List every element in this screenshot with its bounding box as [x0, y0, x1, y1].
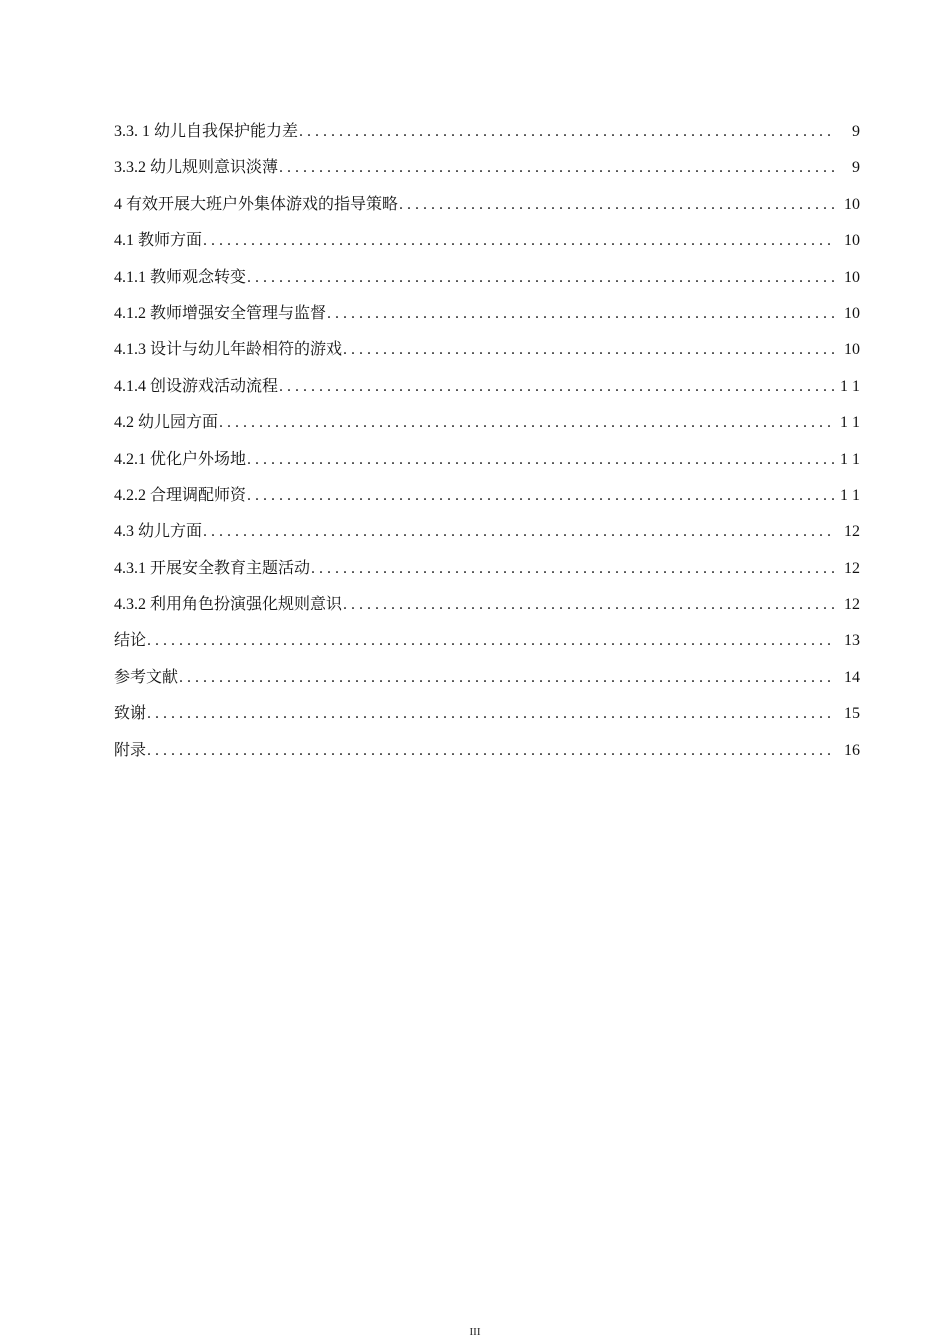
toc-entry-title: 4.2.2 合理调配师资 [114, 486, 247, 504]
toc-entry-page: 10 [844, 268, 860, 286]
page-number-footer: III [469, 1326, 481, 1338]
toc-entry-title: 4.2.1 优化户外场地 [114, 450, 247, 468]
toc-entry-page: 10 [844, 195, 860, 213]
toc-entry-page: 10 [844, 341, 860, 359]
toc-entry[interactable] [114, 336, 860, 372]
toc-dot-leader [147, 627, 836, 655]
toc-entry-page: 1 1 [840, 414, 860, 432]
toc-entry-page: 15 [844, 705, 860, 723]
toc-entry[interactable] [114, 664, 860, 700]
toc-entry-title: 附录 [114, 741, 147, 759]
toc-dot-leader [147, 737, 836, 765]
toc-entry-title: 参考文献 [114, 668, 179, 686]
toc-entry-page: 12 [844, 596, 860, 614]
toc-dot-leader [299, 118, 836, 146]
toc-entry[interactable] [114, 409, 860, 445]
table-of-contents [114, 118, 860, 773]
toc-entry-title: 4.1.1 教师观念转变 [114, 268, 247, 286]
toc-entry[interactable] [114, 191, 860, 227]
toc-entry-page: 1 1 [840, 450, 860, 468]
toc-entry[interactable] [114, 154, 860, 190]
toc-entry[interactable] [114, 482, 860, 518]
toc-entry-title: 3.3. 1 幼儿自我保护能力差 [114, 123, 299, 140]
toc-entry-page: 13 [844, 632, 860, 650]
toc-entry-page: 9 [852, 123, 860, 140]
toc-dot-leader [247, 446, 834, 474]
toc-dot-leader [203, 227, 836, 255]
toc-entry-page: 1 1 [840, 377, 860, 395]
toc-entry-title: 3.3.2 幼儿规则意识淡薄 [114, 159, 279, 177]
toc-entry[interactable] [114, 227, 860, 263]
toc-entry-title: 4.2 幼儿园方面 [114, 414, 219, 432]
toc-dot-leader [247, 264, 836, 292]
toc-entry-page: 9 [852, 159, 860, 177]
toc-entry[interactable] [114, 518, 860, 554]
toc-dot-leader [311, 555, 836, 583]
toc-entry[interactable] [114, 264, 860, 300]
toc-entry-title: 4.3 幼儿方面 [114, 523, 203, 541]
toc-entry-title: 4.1 教师方面 [114, 232, 203, 250]
toc-entry-page: 14 [844, 668, 860, 686]
toc-dot-leader [179, 664, 836, 692]
toc-entry-page: 12 [844, 559, 860, 577]
toc-entry[interactable] [114, 373, 860, 409]
toc-entry[interactable] [114, 555, 860, 591]
toc-dot-leader [327, 300, 836, 328]
toc-entry-title: 结论 [114, 632, 147, 650]
toc-entry-page: 10 [844, 232, 860, 250]
toc-dot-leader [279, 373, 834, 401]
toc-entry-title: 致谢 [114, 705, 147, 723]
toc-entry-title: 4.1.3 设计与幼儿年龄相符的游戏 [114, 341, 343, 359]
toc-entry[interactable] [114, 591, 860, 627]
toc-dot-leader [343, 591, 836, 619]
toc-dot-leader [399, 191, 836, 219]
toc-entry[interactable] [114, 700, 860, 736]
toc-entry-title: 4.3.2 利用角色扮演强化规则意识 [114, 596, 343, 614]
toc-entry-page: 12 [844, 523, 860, 541]
toc-entry-page: 16 [844, 741, 860, 759]
toc-entry-page: 10 [844, 304, 860, 322]
toc-dot-leader [219, 409, 834, 437]
toc-entry[interactable] [114, 300, 860, 336]
toc-entry[interactable] [114, 627, 860, 663]
toc-dot-leader [279, 154, 836, 182]
toc-entry-title: 4 有效开展大班户外集体游戏的指导策略 [114, 195, 399, 213]
toc-entry-title: 4.3.1 开展安全教育主题活动 [114, 559, 311, 577]
toc-entry-title: 4.1.2 教师增强安全管理与监督 [114, 304, 327, 322]
toc-entry[interactable] [114, 446, 860, 482]
toc-entry[interactable] [114, 118, 860, 154]
toc-dot-leader [247, 482, 834, 510]
toc-entry-title: 4.1.4 创设游戏活动流程 [114, 377, 279, 395]
toc-dot-leader [343, 336, 836, 364]
toc-entry[interactable] [114, 737, 860, 773]
toc-entry-page: 1 1 [840, 486, 860, 504]
toc-dot-leader [203, 518, 836, 546]
toc-dot-leader [147, 700, 836, 728]
